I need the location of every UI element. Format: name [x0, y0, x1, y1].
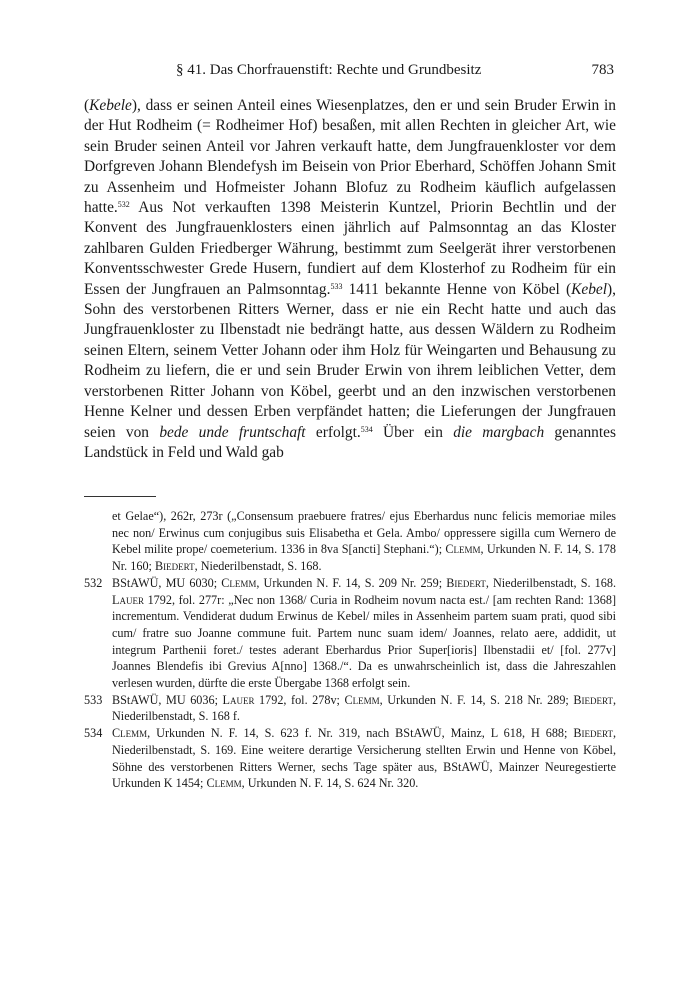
body-text: genanntes Landstück in Feld und Wald gab [84, 423, 616, 461]
page-number: 783 [591, 62, 614, 78]
author-name: Lauer [112, 592, 144, 607]
body-text: ), Sohn des verstorbenen Ritters Werner, dass er nie ein Recht hatte und auch das Jungfrauenkloster zu Ilbenstadt nie bedrängt hatte, aus dessen Wäldern zu Rodheim seinen Eltern, seinem Vetter Johann oder ihm Holz für Weingarten und Behausung zu Rodheim zu liefern, die er und sein Bruder Erwin von ihrem leiblichen Vetter, dem verstorbenen Ritter Johann von Köbel, geerbt und an den inzwischen verstorbenen Henne Kelner und dessen Erben verpfändet hatten; die Lieferungen der Jungfrauen seien von [84, 280, 616, 441]
body-italic: bede unde fruntschaft [159, 423, 306, 441]
body-italic: Kebel [571, 280, 608, 298]
author-name: Biedert [573, 726, 613, 741]
footnotes [84, 508, 616, 792]
body-text: Über ein [372, 423, 454, 441]
author-name: Clemm [344, 692, 380, 707]
footnote-text: 1792, fol. 278v; [254, 692, 345, 707]
body-italic: Kebele [89, 97, 132, 114]
footnote-text: , Niederilbenstadt, S. 168. [194, 559, 322, 574]
footnote-ref[interactable]: 534 [360, 424, 373, 434]
footnote-text: BStAWÜ, MU 6036; [112, 692, 223, 707]
footnote-continuation [84, 508, 616, 575]
body-paragraph: (Kebele), dass er seinen Anteil eines Wiesenplatzes, den er und sein Bruder Erwin in der Hut Rodheim (= Rodheimer Hof) besaßen, mit allen Rechten in gleicher Art, wie sein Bruder seinen Anteil vor Jahren verkauft hatte, dem Jungfrauenkloster vor dem Dorfgreven Johann Blendefysh im Beisein von Prior Eberhard, Schöffen Johann Smit zu Assenheim und Hofmeister Johann Blofuz zu Rodheim käuflich aufgelassen hatte.$^{532}$ Aus Not verkauften 1398 Meisterin Kuntzel, Priorin Bechtlin und der Konvent des Jungfrauenklosters einen jährlich auf Palmsonntag an das Kloster zahlbaren Gulden Friedberger Währung, bestimmt zum Seelgerät ihrer verstorbenen Konventsschwester Grede Husern, fundiert auf dem Klosterhof zu Rodheim für ein Essen der Jungfrauen an Palmsonntag.$^{533}$ 1411 bekannte Henne von Köbel (Kebel), Sohn des verstorbenen Ritters Werner, dass er nie ein Recht hatte und auch das Jungfrauenkloster zu Ilbenstadt nie bedrängt hatte, aus dessen Wäldern zu Rodheim seinen Eltern, seinem Vetter Johann oder ihm Holz für Weingarten und Behausung zu Rodheim zu liefern, die er und sein Bruder Erwin von ihrem leiblichen Vetter, dem verstorbenen Ritter Johann von Köbel, geerbt und an den inzwischen verstorbenen Henne Kelner und dessen Erben verpfändet hatten; die Lieferungen der Jungfrauen seien von bede unde fruntschaft erfolgt.$^{534}$ Über ein die margbach genanntes Landstück in Feld und Wald gab [84, 97, 616, 461]
body-italic: die margbach [453, 423, 545, 441]
footnote-divider [84, 496, 156, 497]
author-name: Biedert [155, 559, 195, 574]
footnote-ref[interactable]: 533 [330, 281, 343, 291]
footnote-text: , Niederilbenstadt, S. 169. Eine weitere derartige Versicherung stellten Erwin und Henne von Köbel, Söhne des verstorbenen Ritters Werner, sechs Tage später aus, BStAWÜ, Mainzer Neuregestierte Urkunden K 1454; [112, 726, 616, 791]
footnote-534 [84, 725, 616, 792]
author-name: Clemm [206, 776, 242, 791]
author-name: Biedert [446, 575, 486, 590]
running-title: § 41. Das Chorfrauenstift: Rechte und Grundbesitz [176, 62, 482, 78]
body-text: ), dass er seinen Anteil eines Wiesenplatzes, den er und sein Bruder Erwin in der Hut Rodheim (= Rodheimer Hof) besaßen, mit allen Rechten in gleicher Art, wie sein Bruder seinen Anteil vor Jahren verkauft hatte, dem Jungfrauenkloster vor dem Dorfgreven Johann Blendefysh im Beisein von Prior Eberhard, Schöffen Johann Smit zu Assenheim und Hofmeister Johann Blofuz zu Rodheim käuflich aufgelassen hatte. [84, 97, 616, 217]
footnote-text: , Urkunden N. F. 14, S. 218 Nr. 289; [379, 692, 574, 707]
author-name: Clemm [445, 542, 481, 557]
author-name: Biedert [573, 692, 613, 707]
author-name: Clemm [221, 575, 257, 590]
footnote-text: 1792, fol. 277r: „Nec non 1368/ Curia in Rodheim novum nacta est./ [am rechten Rand: 1368] incrementum. Vendiderat dudum Erwinus de Kebel/ miles in Assenheim partem suam prati, quod sibi cum/ fratre suo Joanne commune fuit. Partem nunc suam idem/ Joannes, relato aere, addidit, ut integrum Parthenii foret./ testes aderant Eberhardus Prior Super[ioris] Ilbenstadii et/ [fol. 277v] Joannes Blendefis ibi Grevius A[nno] 1368./“. Da es unwahrscheinlich ist, dass die Jahreszahlen verlesen wurden, dürfte die erste Übergabe 1368 erfolgt sein. [112, 592, 616, 691]
footnote-532 [84, 575, 616, 692]
footnote-text: , Urkunden N. F. 14, S. 178 Nr. 160; [112, 542, 616, 574]
footnote-text: , Urkunden N. F. 14, S. 624 Nr. 320. [241, 776, 419, 791]
footnote-text: , Niederilbenstadt, S. 168. [485, 575, 616, 590]
footnote-text: , Niederilbenstadt, S. 168 f. [112, 692, 616, 724]
body-text: 1411 bekannte Henne von Köbel ( [342, 280, 572, 298]
footnote-533 [84, 692, 616, 725]
footnote-text: , Urkunden N. F. 14, S. 623 f. Nr. 319, nach BStAWÜ, Mainz, L 618, H 688; [147, 726, 574, 741]
body-text: erfolgt. [305, 423, 361, 441]
footnote-text: et Gelae“), 262r, 273r („Consensum praebuere fratres/ ejus Eberhardus nunc felicis memoriae miles nec non/ Erwinus cum conjugibus suis Elisabetha et Gela. Ambo/ oppressere sigilla cum Wernero de Kebel milite prope/ coemeterium. 1336 in 8va S[ancti] Stephani.“); [112, 509, 616, 557]
footnote-text: BStAWÜ, MU 6030; [112, 575, 222, 590]
body-text: Aus Not verkauften 1398 Meisterin Kuntzel, Priorin Bechtlin und der Konvent des Jungfrauenklosters einen jährlich auf Palmsonntag an das Kloster zahlbaren Gulden Friedberger Währung, bestimmt zum Seelgerät ihrer verstorbenen Konventsschwester Grede Husern, fundiert auf dem Klosterhof zu Rodheim für ein Essen der Jungfrauen an Palmsonntag. [84, 199, 616, 298]
footnote-number: 532 [84, 575, 103, 590]
footnote-number: 534 [84, 726, 103, 741]
author-name: Clemm [112, 726, 148, 741]
footnote-text: , Urkunden N. F. 14, S. 209 Nr. 259; [256, 575, 447, 590]
author-name: Lauer [222, 692, 255, 707]
footnote-number: 533 [84, 692, 103, 707]
footnote-ref[interactable]: 532 [117, 200, 130, 210]
